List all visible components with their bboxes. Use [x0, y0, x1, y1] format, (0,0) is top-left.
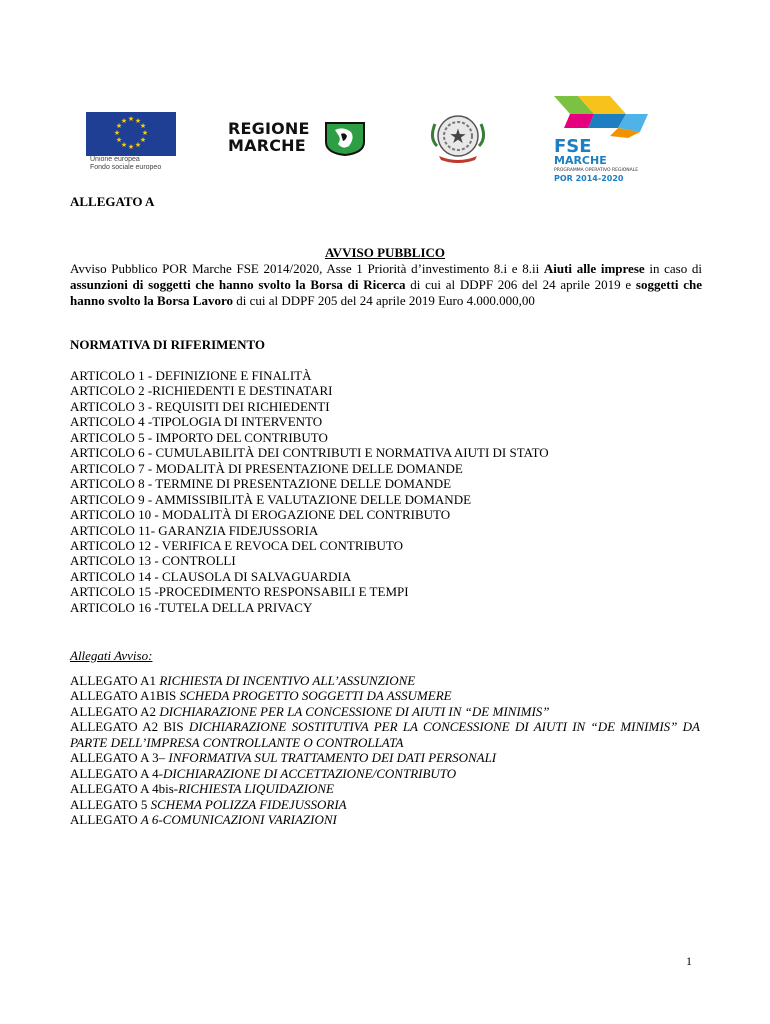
articolo-item: ARTICOLO 7 - MODALITÀ DI PRESENTAZIONE DELLE DOMANDE — [70, 460, 463, 476]
eu-caption-line: Unione europea — [90, 156, 140, 163]
svg-text:★: ★ — [120, 117, 128, 125]
wordmark-line: MARCHE — [228, 136, 306, 155]
desc-text: di cui al DDPF 205 del 24 aprile 2019 Euro 4.000.000,00 — [233, 293, 535, 308]
articolo-item: ARTICOLO 9 - AMMISSIBILITÀ E VALUTAZIONE DELLE DOMANDE — [70, 491, 472, 507]
allegato-desc: A 6-COMUNICAZIONI VARIAZIONI — [140, 812, 337, 828]
articolo-item: ARTICOLO 10 - MODALITÀ DI EROGAZIONE DEL CONTRIBUTO — [70, 507, 451, 523]
allegato-code: ALLEGATO A 4bis- — [70, 781, 179, 797]
allegato-desc: SCHEMA POLIZZA FIDEJUSSORIA — [150, 796, 347, 812]
normativa-heading: NORMATIVA DI RIFERIMENTO — [70, 337, 266, 352]
desc-text: in caso di — [644, 261, 702, 276]
allegato-desc: RICHIESTA DI INCENTIVO ALL’ASSUNZIONE — [159, 673, 416, 688]
articolo-item: ARTICOLO 15 -PROCEDIMENTO RESPONSABILI E TEMPI — [70, 584, 409, 600]
allegato-code: ALLEGATO A 4- — [70, 765, 163, 781]
fse-shapes-icon — [548, 92, 652, 138]
fse-marche-logo — [548, 92, 652, 188]
allegato-desc: DICHIARAZIONE SOSTITUTIVA PER LA CONCESSIONE DI AIUTI IN “DE MINIMIS” DA PARTE DELL’IMPRESA CONTROLLANTE O CONTROLLATA — [70, 719, 700, 750]
articolo-item: ARTICOLO 6 - CUMULABILITÀ DEI CONTRIBUTI E NORMATIVA AIUTI DI STATO — [70, 445, 549, 461]
svg-text:★: ★ — [134, 117, 142, 125]
desc-bold-borsa-ricerca: assunzioni di soggetti che hanno svolto la Borsa di Ricerca — [70, 277, 406, 292]
allegato-item — [70, 766, 700, 781]
regione-marche-wordmark — [228, 120, 322, 154]
desc-bold-borsa-lavoro: soggetti che hanno svolto la Borsa Lavoro — [70, 277, 703, 308]
fse-por-text: POR 2014-2020 — [554, 174, 624, 183]
allegato-heading: ALLEGATO A — [70, 194, 155, 209]
svg-text:★: ★ — [120, 141, 128, 149]
svg-text:★: ★ — [139, 136, 147, 144]
allegato-item — [70, 688, 700, 703]
regione-marche-logo — [228, 118, 370, 160]
page-number: 1 — [686, 954, 692, 968]
svg-text:★: ★ — [115, 136, 123, 144]
allegato-code: ALLEGATO A1 — [70, 673, 160, 688]
eu-logo — [86, 112, 176, 171]
wordmark-line: REGIONE — [228, 119, 310, 138]
fse-programma-text: PROGRAMMA OPERATIVO REGIONALE — [554, 168, 639, 173]
articolo-item: ARTICOLO 3 - REQUISITI DEI RICHIEDENTI — [70, 398, 330, 414]
articolo-item: ARTICOLO 16 -TUTELA DELLA PRIVACY — [70, 599, 313, 615]
allegato-code: ALLEGATO — [70, 812, 141, 828]
fse-wordmark: FSE — [554, 136, 592, 157]
allegato-item — [70, 750, 700, 765]
allegato-item — [70, 797, 700, 812]
desc-bold-aiuti: Aiuti alle imprese — [543, 261, 645, 276]
articolo-item: ARTICOLO 1 - DEFINIZIONE E FINALITÀ — [70, 368, 312, 383]
eu-caption-line: Fondo sociale europeo — [90, 164, 162, 171]
allegati-list — [70, 673, 700, 828]
articolo-item: ARTICOLO 5 - IMPORTO DEL CONTRIBUTO — [70, 429, 328, 445]
articolo-item: ARTICOLO 11- GARANZIA FIDEJUSSORIA — [70, 522, 319, 538]
svg-text:★: ★ — [139, 122, 147, 130]
allegato-desc: SCHEDA PROGETTO SOGGETTI DA ASSUMERE — [179, 688, 452, 704]
svg-text:★: ★ — [127, 143, 135, 151]
allegato-item — [70, 719, 700, 750]
eu-caption — [90, 156, 180, 172]
svg-text:★: ★ — [113, 129, 121, 137]
articolo-item: ARTICOLO 4 -TIPOLOGIA DI INTERVENTO — [70, 414, 323, 430]
svg-text:★: ★ — [127, 115, 135, 123]
allegato-desc: RICHIESTA LIQUIDAZIONE — [178, 781, 334, 797]
svg-text:★: ★ — [134, 141, 142, 149]
desc-text: di cui al DDPF 206 del 24 aprile 2019 e — [405, 277, 636, 292]
allegato-item — [70, 673, 700, 688]
articolo-item: ARTICOLO 8 - TERMINE DI PRESENTAZIONE DELLE DOMANDE — [70, 476, 452, 492]
allegato-item — [70, 704, 700, 719]
articolo-item: ARTICOLO 12 - VERIFICA E REVOCA DEL CONTRIBUTO — [70, 537, 404, 553]
allegato-item — [70, 812, 700, 827]
svg-text:★: ★ — [141, 129, 149, 137]
document-title: AVVISO PUBBLICO — [324, 245, 446, 260]
articolo-item: ARTICOLO 13 - CONTROLLI — [70, 553, 236, 569]
fse-marche-wordmark: MARCHE — [554, 154, 607, 167]
articolo-item: ARTICOLO 14 - CLAUSOLA DI SALVAGUARDIA — [70, 568, 352, 584]
marche-emblem-icon — [323, 120, 367, 156]
articoli-list — [70, 368, 549, 615]
svg-text:★: ★ — [115, 122, 123, 130]
allegato-code: ALLEGATO A2 BIS — [70, 719, 189, 735]
allegato-code: ALLEGATO 5 — [70, 796, 151, 812]
allegato-desc: INFORMATIVA SUL TRATTAMENTO DEI DATI PERSONALI — [168, 750, 497, 766]
allegati-heading: Allegati Avviso: — [70, 648, 153, 663]
avviso-description — [70, 261, 702, 309]
allegato-code: ALLEGATO A1BIS — [70, 688, 180, 704]
repubblica-italiana-emblem-icon — [425, 110, 491, 166]
allegato-desc: DICHIARAZIONE DI ACCETTAZIONE/CONTRIBUTO — [162, 765, 457, 781]
desc-text: Avviso Pubblico POR Marche FSE 2014/2020, Asse 1 Priorità d’investimento 8.i e 8.ii — [70, 261, 544, 276]
articolo-item: ARTICOLO 2 -RICHIEDENTI E DESTINATARI — [70, 383, 333, 399]
svg-text:★: ★ — [449, 124, 467, 148]
allegato-code: ALLEGATO A2 — [70, 703, 160, 719]
allegato-item — [70, 781, 700, 796]
allegato-code: ALLEGATO A 3– — [70, 750, 169, 766]
eu-flag-icon — [86, 112, 176, 156]
allegato-desc: DICHIARAZIONE PER LA CONCESSIONE DI AIUTI IN “DE MINIMIS” — [159, 703, 550, 719]
